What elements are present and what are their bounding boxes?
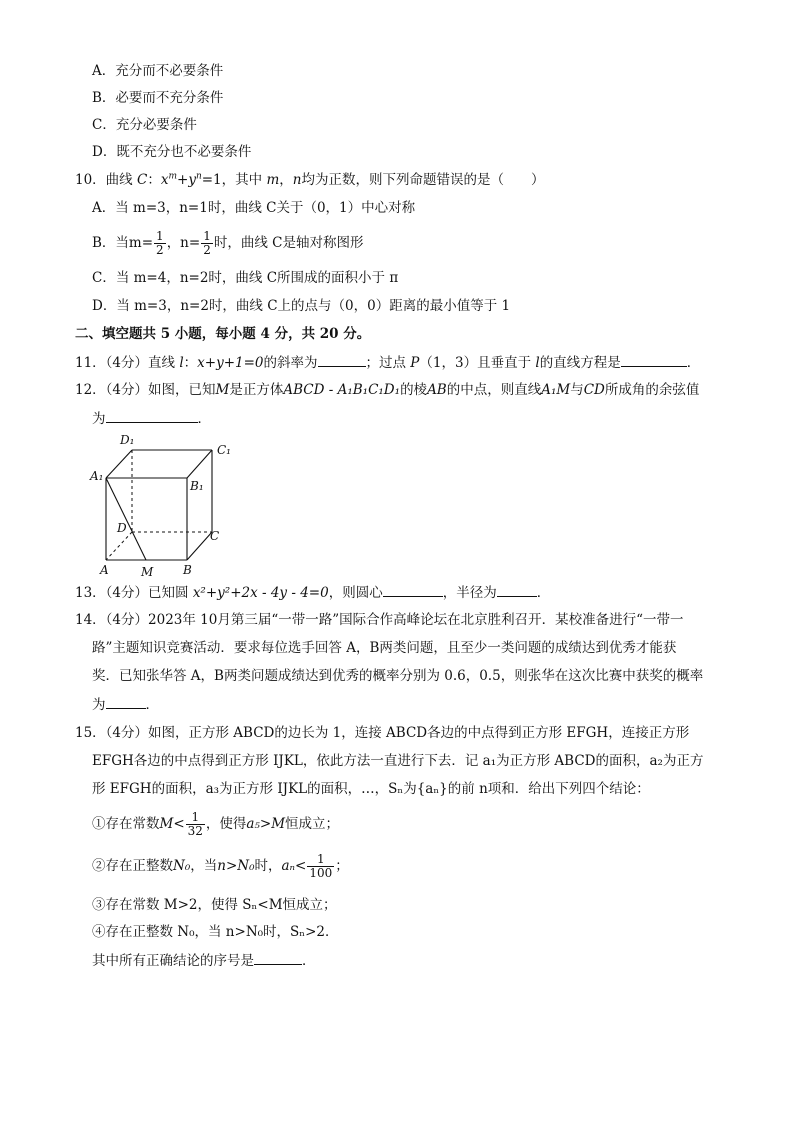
fraction-numerator: 1 <box>203 229 211 243</box>
q12-cube-name: ABCD - A₁B₁C₁D₁ <box>283 382 401 398</box>
circled-number: ① <box>92 816 106 832</box>
q9-option-a: A．充分而不必要条件 <box>92 63 224 79</box>
q14-line4 <box>92 694 159 715</box>
q10-number: 10．曲线 <box>75 172 137 188</box>
q10-text: 均为正数，则下列命题错误的是（ ） <box>301 172 545 188</box>
label-d: D <box>117 521 127 535</box>
q10-exp: n <box>195 171 202 182</box>
q12-text: 是正方体 <box>229 382 284 398</box>
q10-option-b <box>92 229 363 257</box>
cube-edge <box>106 450 132 478</box>
q15-conclusion-3 <box>92 895 337 915</box>
q9-option-b: B．必要而不充分条件 <box>92 90 224 106</box>
fraction-numerator: 1 <box>307 853 334 867</box>
fraction-numerator: 1 <box>186 811 205 825</box>
q10-b-text: m= <box>128 235 154 251</box>
q15-text: 恒成立； <box>285 816 340 832</box>
q13-equation: x²+y²+2x - 4y - 4=0 <box>192 585 329 601</box>
fraction <box>201 230 213 257</box>
q15-conclusion-2 <box>92 852 349 880</box>
label-a: A <box>100 563 109 577</box>
q11-text: 的斜率为 <box>263 355 318 371</box>
q12-var: M <box>215 382 230 398</box>
q13-text: ，则圆心 <box>328 585 383 601</box>
circled-number: ③ <box>92 897 106 913</box>
q12-text: ． <box>197 411 211 427</box>
q10-option-a: A．当 m=3，n=1时，曲线 C关于（0，1）中心对称 <box>92 200 416 216</box>
q10-var: x <box>160 172 169 188</box>
q15-text: < <box>295 858 307 874</box>
q14-text: ． <box>145 697 159 713</box>
q10-text: ， <box>279 172 293 188</box>
q12-cont <box>92 408 211 429</box>
q12-text: 为 <box>92 411 106 427</box>
q10-option-d: D．当 m=3，n=2时，曲线 C上的点与（0，0）距离的最小值等于 1 <box>92 298 511 314</box>
q10-b-text: B．当 <box>92 235 129 251</box>
answer-blank[interactable] <box>318 352 366 367</box>
circled-number: ④ <box>92 924 106 940</box>
q11-text: 11．（4分）直线 <box>75 355 180 371</box>
q11-var: P <box>410 355 420 371</box>
q15-text: ． <box>302 953 316 969</box>
q12-text: 的中点，则直线 <box>446 382 542 398</box>
q15-line1: 15．（4分）如图，正方形 ABCD的边长为 1，连接 ABCD各边的中点得到正方形 EFGH，连接正方形 <box>75 725 690 741</box>
fraction <box>186 811 205 838</box>
a1m-line <box>106 478 146 560</box>
q15-line2: EFGH各边的中点得到正方形 IJKL，依此方法一直进行下去．记 a₁为正方形 ABCD的面积，a₂为正方 <box>92 753 704 769</box>
q13 <box>75 582 550 603</box>
q13-text: ，半径为 <box>442 585 497 601</box>
q10-stem <box>75 170 544 190</box>
label-a1: A₁ <box>90 469 104 483</box>
answer-blank[interactable] <box>106 408 198 423</box>
q15-text: 其中所有正确结论的序号是 <box>92 953 254 969</box>
q10-exp: m <box>168 171 177 182</box>
q14-line3: 奖．已知张华答 A，B两类问题成绩达到优秀的概率分别为 0.6，0.5，则张华在这次比赛中获奖的概率 <box>92 668 704 684</box>
q15-text: 存在常数 <box>105 816 160 832</box>
q12-var: CD <box>583 382 605 398</box>
q10-var: m <box>266 172 280 188</box>
q12 <box>75 380 699 400</box>
q10-var: n <box>292 172 302 188</box>
answer-blank[interactable] <box>497 582 537 597</box>
q10-option-c: C．当 m=4，n=2时，曲线 C所围成的面积小于 π <box>92 270 399 286</box>
q11-text: ． <box>686 355 701 371</box>
q15-text: ，当 <box>190 858 218 874</box>
q15-text: ，使得 <box>205 816 247 832</box>
cube-figure <box>84 428 244 578</box>
q15-var: M <box>159 816 174 832</box>
q15-text: 存在常数 M>2，使得 Sₙ<M恒成立； <box>105 897 337 913</box>
fraction-denominator: 32 <box>187 824 203 838</box>
fraction <box>154 230 166 257</box>
q11-var: l <box>535 355 540 371</box>
q15-text: 存在正整数 <box>105 858 173 874</box>
q10-b-text: 时，曲线 C是轴对称图形 <box>213 235 364 251</box>
q15-text: 存在正整数 N₀，当 n>N₀时，Sₙ>2． <box>105 924 339 940</box>
q12-text: 的棱 <box>400 382 428 398</box>
fraction-denominator: 2 <box>203 243 211 257</box>
q10-var: C <box>136 172 148 188</box>
q10-text: ： <box>147 172 161 188</box>
label-d1: D₁ <box>120 433 135 447</box>
section-heading: 二、填空题共 5 小题，每小题 4 分，共 20 分。 <box>75 326 371 342</box>
q15-var: N₀ <box>237 858 255 874</box>
q14-line2: 路”主题知识竞赛活动．要求每位选手回答 A，B两类问题，且至少一类问题的成绩达到优秀才能获 <box>92 640 677 656</box>
answer-blank[interactable] <box>383 582 443 597</box>
q15-text: ； <box>335 858 349 874</box>
q10-var: y <box>188 172 196 188</box>
q15-var: M <box>271 816 286 832</box>
q10-text: =1，其中 <box>201 172 267 188</box>
answer-blank[interactable] <box>621 352 687 367</box>
label-b1: B₁ <box>190 479 204 493</box>
cube-edge <box>187 532 212 560</box>
q12-var: AB <box>427 382 447 398</box>
q15-var: a₅ <box>246 816 260 832</box>
q15-line3: 形 EFGH的面积，a₃为正方形 IJKL的面积，…，Sₙ为{aₙ}的前 n项和．给出下列四个结论： <box>92 781 650 797</box>
q11 <box>75 352 700 373</box>
q15-var: N₀ <box>173 858 191 874</box>
label-b: B <box>183 563 192 577</box>
q10-b-text: ，n= <box>166 235 201 251</box>
q12-text: 所成角的余弦值 <box>604 382 700 398</box>
q15-text: > <box>259 816 272 832</box>
answer-blank[interactable] <box>254 950 302 965</box>
q11-text: ；过点 <box>365 355 411 371</box>
q15-conclusion-4 <box>92 922 339 942</box>
q12-text: 与 <box>570 382 584 398</box>
answer-blank[interactable] <box>106 694 146 709</box>
q11-text: （1，3）且垂直于 <box>419 355 536 371</box>
q14-text: 为 <box>92 697 106 713</box>
fraction-denominator: 2 <box>156 243 164 257</box>
hidden-edge <box>106 532 132 560</box>
q13-text: ． <box>536 585 551 601</box>
q15-text: > <box>225 858 238 874</box>
q15-var: aₙ <box>281 858 296 874</box>
q13-text: 13．（4分）已知圆 <box>75 585 193 601</box>
cube-edge <box>187 450 212 478</box>
label-c1: C₁ <box>217 443 231 457</box>
q15-conclusion-1 <box>92 810 339 838</box>
q15-var: n <box>217 858 226 874</box>
q11-text: ： <box>183 355 198 371</box>
q11-var: l <box>179 355 184 371</box>
label-m: M <box>141 565 154 578</box>
label-c: C <box>210 529 220 543</box>
q11-equation: x+y+1=0 <box>197 355 264 371</box>
q12-text: 12．（4分）如图，已知 <box>75 382 216 398</box>
fraction-denominator: 100 <box>309 866 333 880</box>
q12-var: A₁M <box>541 382 571 398</box>
q9-option-d: D．既不充分也不必要条件 <box>92 144 252 160</box>
q10-text: + <box>177 172 189 188</box>
q15-final <box>92 950 316 971</box>
q15-text: 时， <box>254 858 282 874</box>
circled-number: ② <box>92 858 106 874</box>
q9-option-c: C．充分必要条件 <box>92 117 197 133</box>
fraction-numerator: 1 <box>156 229 164 243</box>
q15-text: < <box>173 816 185 832</box>
fraction <box>307 853 334 880</box>
q11-text: 的直线方程是 <box>539 355 621 371</box>
q14-line1: 14．（4分）2023年 10月第三届“一带一路”国际合作高峰论坛在北京胜利召开．某校准备进行“一带一 <box>75 612 684 628</box>
